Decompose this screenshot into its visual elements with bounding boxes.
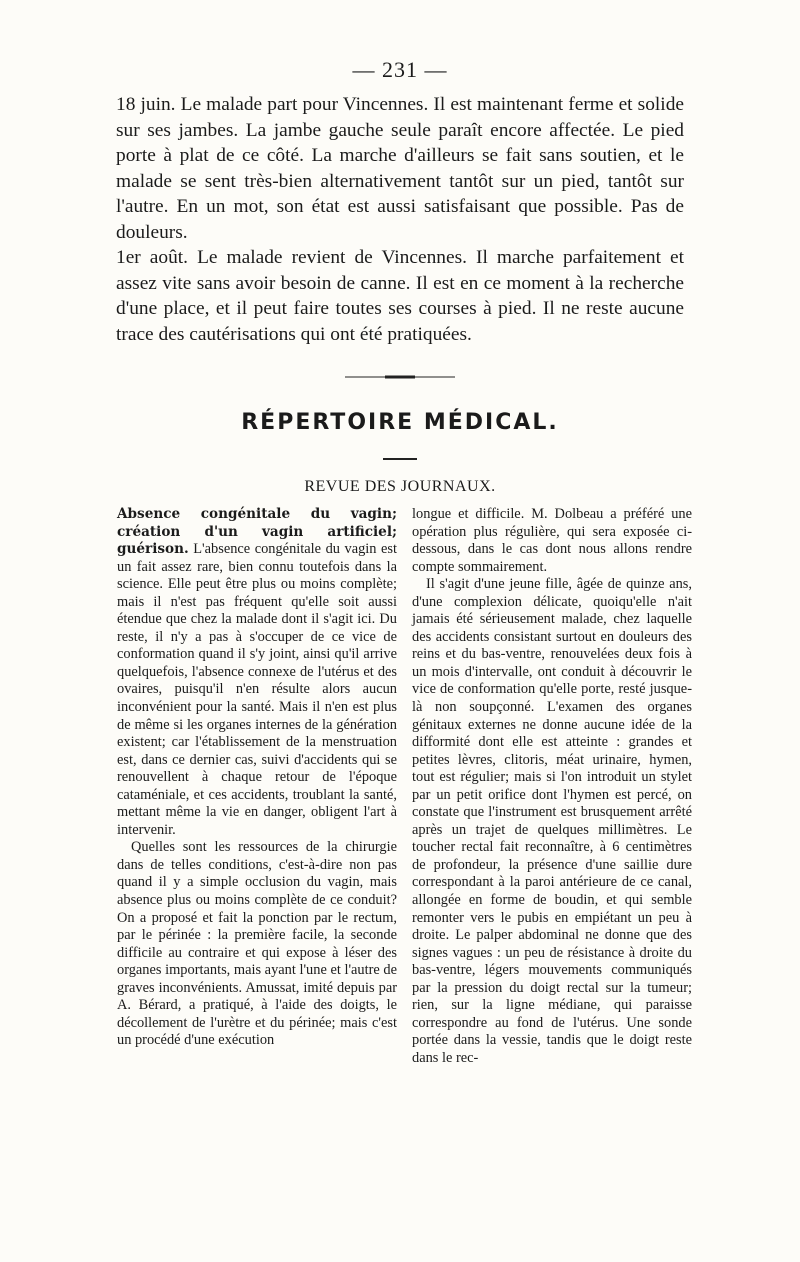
- section-subtitle: REVUE DES JOURNAUX.: [304, 478, 496, 495]
- article-text-4: Il s'agit d'une jeune fille, âgée de quinze ans, d'une complexion délicate, quoiqu'elle n'ait jamais été sérieusement malade, chez laquelle des accidents consistant surtout en douleurs des reins et du bas-ventre, renouvelées deux fois à un mois d'intervalle, ont conduit à découvrir le vice de conformation qu'elle porte, resté jusque-là non soupçonné. L'examen des organes génitaux externes ne donne aucune idée de la difformité dont elle est atteinte : grandes et petites lèvres, clitoris, méat urinaire, hymen, tout est régulier; mais si l'on introduit un stylet par un petit orifice dont l'hymen est percé, on constate que l'instrument est brusquement arrêté après un trajet de quelques millimètres. Le toucher rectal fait reconnaître, à 6 centimètres de profondeur, la présence d'une saillie dure correspondant à la paroi antérieure de ce canal, allongée en forme de boudin, et qui semble remonter vers le pubis en empiétant un peu à droite. Le palper abdominal ne donne que des signes vagues : un peu de résistance à droite du bas-ventre, légers mouvements communiqués par la pression du doigt rectal sur la tumeur; rien, sur la ligne médiane, qui paraisse correspondre au fond de l'utérus. Une sonde portée dans la vessie, tandis que le doigt reste dans le rec-: [412, 576, 692, 1066]
- article-left-column: [117, 506, 397, 1050]
- ornament-divider: [345, 375, 455, 379]
- article-text-3: longue et difficile. M. Dolbeau a préféré une opération plus régulière, qui sera exposée ci-dessous, dans le cas dont nous allons rendre compte sommairement.: [412, 506, 692, 575]
- page-number: — 231 —: [352, 57, 448, 82]
- article-text-1: L'absence congénitale du vagin est un fait assez rare, bien connu toutefois dans la science. Elle peut être plus ou moins complète; mais il n'est pas fréquent qu'elle soit aussi étendue que chez la malade dont il s'agit ici. Du reste, il n'y a pas à s'occuper de ce vice de conformation quand il s'y joint, ainsi qu'il arrive quelquefois, l'absence connexe de l'utérus et des ovaires, puisqu'il n'en résulte alors aucun inconvénient pour la santé. Mais il n'en est plus de même si les organes internes de la génération existent; car l'établissement de la menstruation est, dans ce dernier cas, suivi d'accidents qui se renouvellent à chaque retour de l'époque cataméniale, et ces accidents, troublant la santé, mettant même la vie en danger, obligent l'art à intervenir.: [117, 541, 397, 838]
- paragraph-august: 1er août. Le malade revient de Vincennes. Il marche parfaitement et assez vite sans avoir besoin de canne. Il est en ce moment à la recherche d'une place, et il peut faire toutes ses courses à pied. Il ne reste aucune trace des cautérisations qui ont été pratiquées.: [116, 247, 684, 345]
- title-rule: [383, 458, 417, 460]
- article-heading: Absence congénitale du vagin; création d'un vagin artificiel; guérison.: [117, 506, 397, 558]
- article-text-2: Quelles sont les ressources de la chirurgie dans de telles conditions, c'est-à-dire non pas quand il y a simple occlusion du vagin, mais absence plus ou moins complète de ce conduit? On a proposé et fait la ponction par le rectum, par le périnée : la première facile, la seconde difficile au contraire et qui expose à léser des organes importants, mais ayant l'une et l'autre de graves inconvénients. Amussat, imité depuis par A. Bérard, a pratiqué, à l'aide des doigts, le décollement de l'urètre et du périnée; mais c'est un procédé d'une exécution: [117, 839, 397, 1049]
- paragraph-june: 18 juin. Le malade part pour Vincennes. Il est maintenant ferme et solide sur ses jambes. La jambe gauche seule paraît encore affectée. Le pied porte à plat de ce côté. La marche d'ailleurs se fait sans soutien, et le malade se sent très-bien alternativement tantôt sur un pied, tantôt sur l'autre. En un mot, son état est aussi satisfaisant que possible. Pas de douleurs.: [116, 94, 684, 243]
- article-right-column: [412, 506, 692, 1068]
- article-first-paragraph: [117, 506, 397, 839]
- case-notes: [116, 92, 684, 347]
- section-title: RÉPERTOIRE MÉDICAL.: [241, 410, 559, 435]
